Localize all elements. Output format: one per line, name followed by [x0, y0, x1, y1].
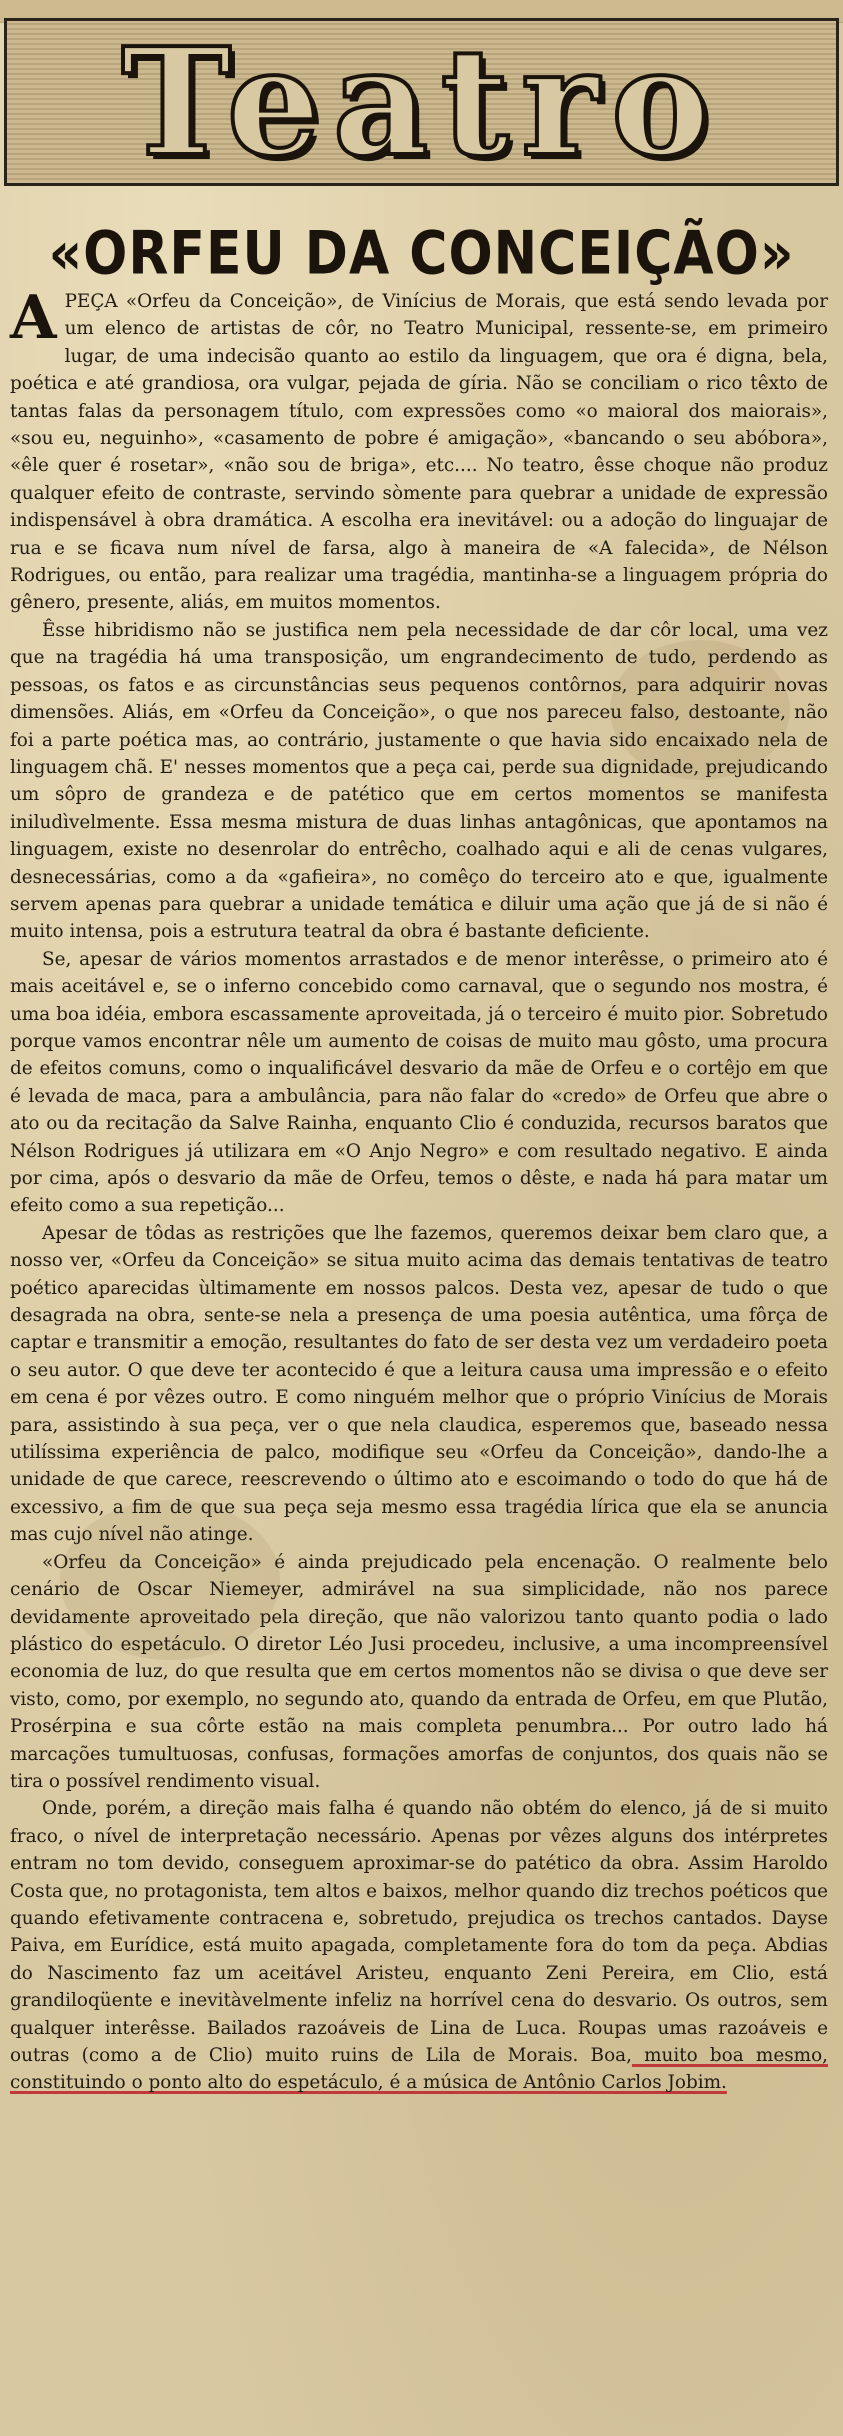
paragraph-text: Onde, porém, a direção mais falha é quando não obtém do elenco, já de si muito fraco, o nível de interpretação necessário. Apenas por vêzes alguns dos intérpretes entram no tom devido, conseguem aproximar-se do patético da obra. Assim Haroldo Costa que, no protagonista, tem altos e baixos, melhor quando diz trechos poéticos que quando efetivamente contracena e, sobretudo, prejudica os trechos cantados. Dayse Paiva, em Eurídice, está muito apagada, completamente fora do tom da peça. Abdias do Nascimento faz um aceitável Aristeu, enquanto Zeni Pereira, em Clio, está grandiloqüente e inevitàvelmente infeliz na horrível cena do desvario. Os outros, sem qualquer interêsse. Bailados razoáveis de Lina de Luca. Roupas umas razoáveis e outras (como a de Clio) muito ruins de Lila de Morais. Boa, [10, 1798, 828, 2066]
article-paragraph: «Orfeu da Conceição» é ainda prejudicado pela encenação. O realmente belo cenário de Oscar Niemeyer, admirável na sua simplicidade, não nos parece devidamente aproveitado pela direção, que não valorizou tanto quanto podia o lado plástico do espetáculo. O diretor Léo Jusi procedeu, inclusive, a uma incompreensível economia de luz, do que resulta que em certos momentos não se divisa o que deve ser visto, como, por exemplo, no segundo ato, quando da entrada de Orfeu, em que Plutão, Prosérpina e sua côrte estão na mais completa penumbra... Por outro lado há marcações tumultuosas, confusas, formações amorfas de conjuntos, dos quais não se tira o possível rendimento visual. [10, 1551, 828, 1792]
article-paragraph: Se, apesar de vários momentos arrastados e de menor interêsse, o primeiro ato é mais aceitável e, se o inferno concebido como carnaval, que o segundo nos mostra, é uma boa idéia, embora escassamente aproveitada, já o terceiro é muito pior. Sobretudo porque vamos encontrar nêle um aumento de coisas de muito mau gôsto, uma procura de efeitos comuns, como o inqualificável desvario da mãe de Orfeu e o cortêjo em que é levada de maca, para a ambulância, para não falar do «credo» de Orfeu que abre o ato ou da recitação da Salve Rainha, enquanto Clio é conduzida, recursos baratos que Nélson Rodrigues já utilizara em «O Anjo Negro» e com resultado negativo. E ainda por cima, após o desvario da mãe de Orfeu, temos o dêste, e nada há para matar um efeito como a sua repetição... [10, 948, 828, 1217]
article-paragraph: Êsse hibridismo não se justifica nem pela necessidade de dar côr local, uma vez que na tragédia há uma transposição, um engrandecimento de tudo, perdendo as pessoas, os fatos e as circunstâncias seus pequenos contôrnos, para adquirir novas dimensões. Aliás, em «Orfeu da Conceição», o que nos pareceu falso, destoante, não foi a parte poética mas, ao contrário, justamente o que havia sido encaixado nela de linguagem chã. E' nesses momentos que a peça cai, perde sua dignidade, prejudicando um sôpro de grandeza e de patético que em certos momentos se manifesta iniludìvelmente. Essa mesma mistura de duas linhas antagônicas, que apontamos na linguagem, existe no desenrolar do entrêcho, coalhado aqui e ali de cenas vulgares, desnecessárias, como a da «gafieira», no comêço do terceiro ato e que, igualmente servem apenas para quebrar a unidade temática e diluir uma ação que já de si não é muito intensa, pois a estrutura teatral da obra é bastante deficiente. [10, 619, 828, 943]
section-masthead [4, 15, 839, 189]
article-paragraph: Apesar de tôdas as restrições que lhe fazemos, queremos deixar bem claro que, a nosso ver, «Orfeu da Conceição» se situa muito acima das demais tentativas de teatro poético aparecidas ùltimamente em nossos palcos. Desta vez, apesar de tudo o que desagrada na obra, sente-se nela a presença de uma poesia autêntica, uma fôrça de captar e transmitir a emoção, resultantes do fato de ser desta vez um verdadeiro poeta o seu autor. O que deve ter acontecido é que a leitura causa uma impressão e o efeito em cena é por vêzes outro. E como ninguém melhor que o próprio Vinícius de Morais para, assistindo à sua peça, ver o que nela claudica, esperemos que, baseado nessa utilíssima experiência de palco, modifique seu «Orfeu da Conceição», dando-lhe a unidade de que carece, reescrevendo o último ato e escoimando o todo do que há de excessivo, a fim de que sua peça seja mesmo essa tragédia lírica que ela se anuncia mas cujo nível não atinge. [10, 1222, 828, 1546]
section-title: Teatro [121, 15, 722, 189]
article-headline: «ORFEU DA CONCEIÇÃO» [48, 219, 795, 289]
drop-cap: A [10, 283, 57, 353]
article-paragraph [10, 1795, 828, 2096]
underlined-closing: muito boa mesmo, constituindo o ponto alto do espetáculo, é a música de Antônio Carlos Jobim. [10, 2045, 828, 2094]
paragraph-text: PEÇA «Orfeu da Conceição», de Vinícius de Morais, que está sendo levada por um elenco de artistas de côr, no Teatro Municipal, ressente-se, em primeiro lugar, de uma indecisão quanto ao estilo da linguagem, que ora é digna, bela, poética e até grandiosa, ora vulgar, pejada de gíria. Não se conciliam o rico têxto de tantas falas da personagem título, com expressões como «o maioral dos maiorais», «sou eu, neguinho», «casamento de pobre é amigação», «bancando o seu abóbora», «êle quer é rosetar», «não sou de briga», etc.... No teatro, êsse choque não produz qualquer efeito de contraste, servindo sòmente para quebrar a unidade de expressão indispensável à obra dramática. A escolha era inevitável: ou a adoção do linguajar de rua e se ficava num nível de farsa, algo à maneira de «A falecida», de Nélson Rodrigues, ou então, para realizar uma tragédia, mantinha-se a linguagem própria do gênero, presente, aliás, em muitos momentos. [10, 291, 828, 614]
article-body [10, 283, 828, 2097]
article-paragraph [10, 283, 828, 617]
